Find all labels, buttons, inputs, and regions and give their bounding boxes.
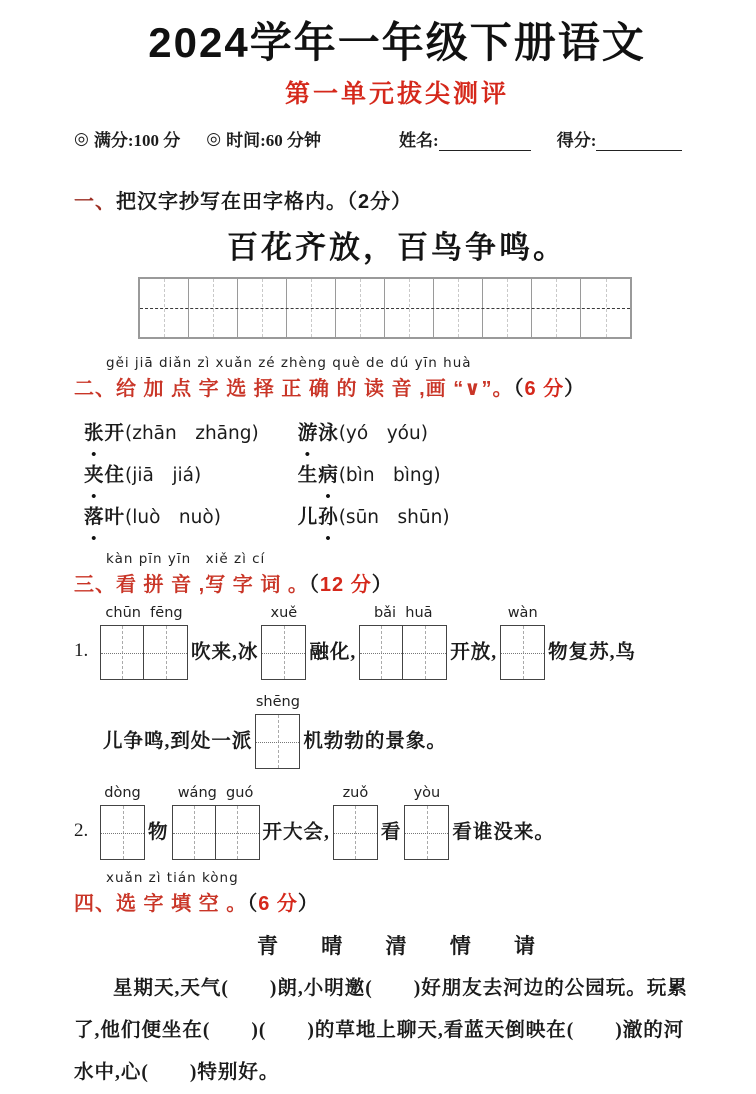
tianzige-cell[interactable] [501, 626, 544, 679]
double-circle-icon: ◎ [74, 128, 89, 148]
name-field [399, 126, 531, 151]
choice-zhangkai[interactable]: 张开(zhān zhāng) [84, 417, 298, 459]
pinyin-hint: chūn fēng [105, 605, 183, 621]
pinyin-options[interactable]: (jiā jiá) [125, 465, 202, 486]
copy-source-text: 百花齐放，百鸟争鸣。 [227, 230, 567, 265]
section-2-header: 二、给 加 点 字 选 择 正 确 的 读 音 ,画 “∨”。（6 分） [74, 378, 586, 400]
page-subtitle: 第一单元拔尖测评 [284, 81, 509, 108]
fill-line-1-continued: 儿争鸣,到处一派 shēng 机勃勃的景象。 [100, 694, 720, 769]
choice-ersun[interactable]: 儿孙(sūn shūn) [298, 501, 512, 541]
choice-shengbing[interactable]: 生病(bìn bìng) [298, 459, 512, 499]
tianzige-cell[interactable] [262, 626, 305, 679]
tianzige-cell[interactable] [144, 626, 187, 679]
cloze-line[interactable]: 水中,心( )特别好。 [74, 1062, 280, 1083]
answer-box-chunfeng[interactable] [100, 605, 188, 680]
pinyin-options[interactable]: (bìn bìng) [338, 465, 441, 486]
section-4-pinyin: xuǎn zì tián kòng [106, 870, 239, 886]
tianzige-cell[interactable] [385, 279, 434, 337]
tianzige-cell[interactable] [238, 279, 287, 337]
tianzige-cell[interactable] [434, 279, 483, 337]
tianzige-grid [138, 277, 632, 339]
pinyin-hint: yòu [413, 785, 441, 801]
answer-box-wangguo[interactable] [172, 785, 260, 860]
answer-box-sheng[interactable] [255, 694, 300, 769]
cloze-paragraph [74, 968, 720, 1094]
pinyin-hint: xuě [270, 605, 298, 621]
word-bank-item[interactable]: 青 [257, 934, 280, 958]
section-3 [74, 547, 720, 860]
section-3-number: 三、 [74, 574, 116, 596]
cloze-line[interactable]: 了,他们便坐在( )( )的草地上聊天,看蓝天倒映在( )澈的河 [74, 1020, 685, 1041]
tianzige-cell[interactable] [532, 279, 581, 337]
pinyin-hint: dòng [104, 785, 141, 801]
full-score-label: 满分:100 分 [93, 131, 181, 150]
meta-row [74, 126, 720, 151]
pinyin-options[interactable]: (luò nuò) [125, 507, 221, 528]
word-bank-item[interactable]: 晴 [321, 934, 345, 958]
dotted-char: 夹 [84, 465, 105, 486]
tianzige-cell[interactable] [581, 279, 630, 337]
tianzige-cell[interactable] [334, 806, 377, 859]
pinyin-options[interactable]: (sūn shūn) [338, 507, 450, 528]
tianzige-cell[interactable] [101, 806, 144, 859]
choice-luoye[interactable]: 落叶(luò nuò) [84, 501, 298, 541]
choice-jiazhu[interactable]: 夹住(jiā jiá) [84, 459, 298, 501]
dotted-char: 游 [297, 423, 319, 444]
pinyin-options[interactable]: (yó yóu) [338, 423, 428, 444]
time-label: 时间:60 分钟 [226, 131, 322, 150]
tianzige-cell[interactable] [287, 279, 336, 337]
word-bank-item[interactable]: 请 [514, 934, 537, 958]
section-2-title: 给 加 点 字 选 择 正 确 的 读 音 ,画 “∨”。 [116, 378, 514, 400]
section-1-number: 一、 [74, 191, 116, 213]
pronunciation-choices [84, 417, 720, 541]
section-3-header: 三、看 拼 音 ,写 字 词 。（12 分） [74, 574, 393, 596]
section-1 [74, 185, 720, 339]
section-4-score: 6 分 [258, 893, 298, 915]
pinyin-options[interactable]: (zhān zhāng) [125, 423, 259, 444]
tianzige-cell[interactable] [405, 806, 448, 859]
question-number: 2. [74, 820, 89, 841]
word-bank-item[interactable]: 清 [385, 934, 409, 958]
score-blank[interactable] [596, 133, 682, 151]
pinyin-hint: wáng guó [177, 785, 254, 801]
name-label: 姓名: [399, 131, 439, 150]
pinyin-hint: wàn [507, 605, 538, 621]
pinyin-hint: zuǒ [342, 785, 369, 801]
section-4-header: 四、选 字 填 空 。（6 分） [74, 893, 319, 915]
section-2-score: 6 分 [524, 378, 565, 400]
pinyin-hint: bǎi huā [373, 605, 433, 621]
time-item [206, 126, 321, 151]
word-bank [74, 930, 720, 960]
tianzige-cell[interactable] [189, 279, 238, 337]
section-4 [74, 870, 720, 1094]
tianzige-cell[interactable] [336, 279, 385, 337]
section-3-title: 看 拼 音 ,写 字 词 。 [116, 574, 309, 596]
tianzige-cell[interactable] [360, 626, 403, 679]
section-3-score: 12 分 [319, 574, 372, 596]
section-2 [74, 355, 720, 541]
tianzige-cell[interactable] [140, 279, 189, 337]
word-bank-item[interactable]: 情 [449, 934, 473, 958]
dotted-char: 病 [318, 465, 339, 486]
section-4-title: 选 字 填 空 。 [116, 893, 248, 915]
answer-box-wan[interactable] [500, 605, 545, 680]
answer-box-you[interactable] [404, 785, 449, 860]
tianzige-cell[interactable] [101, 626, 144, 679]
answer-box-xue[interactable] [261, 605, 306, 680]
double-circle-icon: ◎ [206, 128, 222, 148]
tianzige-cell[interactable] [483, 279, 532, 337]
score-field [557, 126, 683, 151]
section-1-title: 把汉字抄写在田字格内。（2分） [116, 191, 413, 213]
tianzige-cell[interactable] [256, 715, 299, 768]
answer-box-zuo[interactable] [333, 785, 378, 860]
question-number: 1. [74, 640, 89, 661]
full-score-item [74, 126, 180, 151]
choice-youyong[interactable]: 游泳(yó yóu) [298, 417, 512, 459]
answer-box-baihua[interactable] [359, 605, 447, 680]
section-1-header [74, 185, 720, 214]
tianzige-cell[interactable] [403, 626, 446, 679]
answer-box-dong[interactable] [100, 785, 145, 860]
pinyin-hint: shēng [255, 694, 300, 710]
dotted-char: 落 [84, 507, 105, 528]
tianzige-cell[interactable] [173, 806, 216, 859]
section-2-number: 二、 [74, 378, 116, 400]
section-4-number: 四、 [74, 893, 116, 915]
dotted-char: 孙 [318, 507, 339, 528]
dotted-char: 张 [84, 423, 105, 444]
fill-line-1: 1. chūn fēng 吹来,冰 xuě 融化, bǎi huā 开放, wàn 物复苏,鸟 [74, 605, 720, 680]
name-blank[interactable] [439, 133, 531, 151]
fill-line-2: 2. dòng 物 wáng guó 开大会, zuǒ 看 yòu 看谁没来。 [74, 785, 720, 860]
section-2-pinyin: gěi jiā diǎn zì xuǎn zé zhèng què de dú yīn huà [106, 355, 472, 371]
tianzige-cell[interactable] [216, 806, 259, 859]
page-title: 2024学年一年级下册语文 [148, 19, 646, 66]
cloze-line[interactable]: 星期天,天气( )朗,小明邀( )好朋友去河边的公园玩。玩累 [113, 978, 688, 999]
score-label: 得分: [556, 131, 597, 150]
section-3-pinyin: kàn pīn yīn xiě zì cí [106, 551, 266, 567]
